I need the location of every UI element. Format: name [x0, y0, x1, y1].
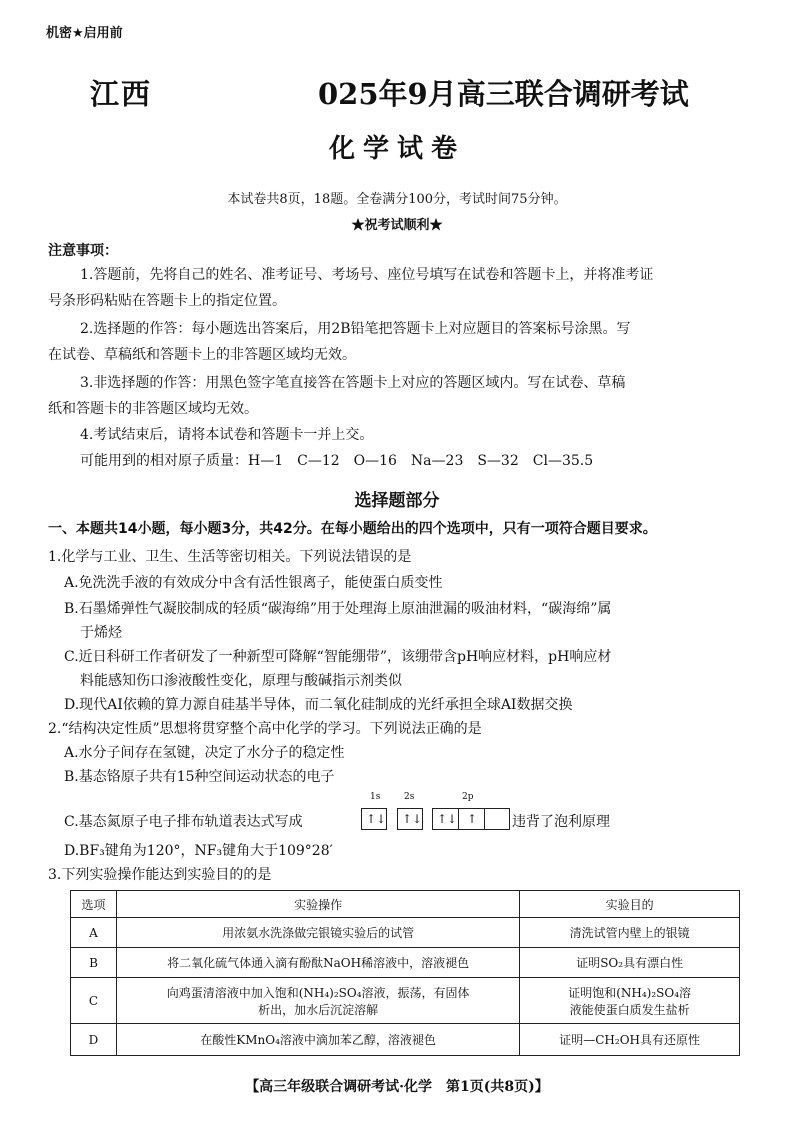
orbital-box-2s — [397, 808, 423, 830]
row-option: C — [71, 978, 117, 1024]
q1-option-d: D.现代AI依赖的算力源自硅基半导体，而二氧化硅制成的光纤承担全球AI数据交换 — [64, 697, 573, 713]
row-purpose: 证明SO₂具有漂白性 — [520, 948, 740, 978]
row-operation-line: 析出，加水后沉淀溶解 — [258, 1002, 379, 1017]
page-footer: 【高三年级联合调研考试·化学 第1页(共8页)】 — [245, 1079, 549, 1095]
atomic-masses: 可能用到的相对原子质量：H—1 C—12 O—16 Na—23 S—32 Cl—35.5 — [80, 453, 594, 469]
row-operation: 用浓氨水洗涤做完银镜实验后的试管 — [116, 918, 519, 948]
section-instruction: 一、本题共14小题，每小题3分，共42分。在每小题给出的四个选项中，只有一项符合题目要求。 — [48, 521, 657, 537]
q2-option-b: B.基态铬原子共有15种空间运动状态的电子 — [64, 769, 335, 785]
row-option: D — [71, 1024, 117, 1056]
row-purpose: 证明—CH₂OH具有还原性 — [520, 1024, 740, 1056]
table-row — [71, 978, 740, 1024]
row-operation: 将二氧化硫气体通入滴有酚酞NaOH稀溶液中，溶液褪色 — [116, 948, 519, 978]
row-operation: 在酸性KMnO₄溶液中滴加苯乙醇，溶液褪色 — [116, 1024, 519, 1056]
q1-option-b: B.石墨烯弹性气凝胶制成的轻质“碳海绵”用于处理海上原油泄漏的吸油材料，“碳海绵”属 — [64, 601, 612, 617]
note-3-cont: 纸和答题卡的非答题区域均无效。 — [48, 401, 258, 417]
q2-option-c: C.基态氮原子电子排布轨道表达式写成 — [64, 814, 303, 830]
exam-title: 025年9月高三联合调研考试 — [318, 77, 689, 111]
orbital-divider — [458, 809, 459, 829]
electron-pair-arrows: ↑↓ — [437, 812, 458, 826]
note-2: 2.选择题的作答：每小题选出答案后，用2B铅笔把答题卡上对应题目的答案标号涂黑。写 — [80, 321, 631, 337]
electron-single-arrow: ↑ — [467, 812, 478, 826]
header-option: 选项 — [71, 891, 117, 918]
table-row — [71, 918, 740, 948]
row-operation-line: 向鸡蛋清溶液中加入饱和(NH₄)₂SO₄溶液，振荡，有固体 — [166, 985, 470, 1000]
section-title: 选择题部分 — [354, 491, 440, 511]
table-header-row — [71, 891, 740, 918]
q1-option-a: A.免洗洗手液的有效成分中含有活性银离子，能使蛋白质变性 — [64, 575, 443, 591]
header-purpose: 实验目的 — [520, 891, 740, 918]
orbital-label-2s: 2s — [404, 792, 415, 802]
q2-stem: 2.“结构决定性质”思想将贯穿整个高中化学的学习。下列说法正确的是 — [48, 721, 482, 737]
orbital-label-2p: 2p — [462, 792, 474, 802]
experiment-table — [70, 890, 740, 1056]
note-1: 1.答题前，先将自己的姓名、准考证号、考场号、座位号填写在试卷和答题卡上，并将准考证 — [80, 267, 654, 283]
note-1-cont: 号条形码粘贴在答题卡上的指定位置。 — [48, 293, 286, 309]
row-purpose-line: 证明饱和(NH₄)₂SO₄溶 — [568, 985, 692, 1000]
electron-pair-arrows: ↑↓ — [366, 812, 387, 826]
orbital-divider — [484, 809, 485, 829]
q1-option-c-cont: 料能感知伤口渗液酸性变化，原理与酸碱指示剂类似 — [80, 673, 402, 689]
table-row — [71, 1024, 740, 1056]
exam-info: 本试卷共8页，18题。全卷满分100分，考试时间75分钟。 — [227, 192, 567, 207]
header-operation: 实验操作 — [116, 891, 519, 918]
q2-option-c-tail: 违背了泡利原理 — [512, 814, 610, 830]
q1-stem: 1.化学与工业、卫生、生活等密切相关。下列说法错误的是 — [48, 549, 412, 565]
row-option: A — [71, 918, 117, 948]
blessing: ★祝考试顺利★ — [351, 218, 443, 233]
q2-option-a: A.水分子间存在氢键，决定了水分子的稳定性 — [64, 745, 345, 761]
note-4: 4.考试结束后，请将本试卷和答题卡一并上交。 — [80, 427, 374, 443]
electron-pair-arrows: ↑↓ — [402, 812, 423, 826]
table-row — [71, 948, 740, 978]
exam-title-region: 江西 — [90, 77, 153, 111]
row-purpose — [520, 978, 740, 1024]
confidential-label: 机密★启用前 — [46, 26, 123, 41]
q3-stem: 3.下列实验操作能达到实验目的的是 — [48, 867, 272, 883]
q1-option-c: C.近日科研工作者研发了一种新型可降解“智能绷带”，该绷带含pH响应材料，pH响应材 — [64, 649, 612, 665]
note-3: 3.非选择题的作答：用黑色签字笔直接答在答题卡上对应的答题区域内。写在试卷、草稿 — [80, 375, 626, 391]
notes-heading: 注意事项： — [48, 243, 118, 259]
q2-option-d: D.BF₃键角为120°，NF₃键角大于109°28′ — [64, 843, 333, 859]
row-purpose: 清洗试管内壁上的银镜 — [520, 918, 740, 948]
q1-option-b-cont: 于烯烃 — [80, 625, 122, 641]
orbital-box-1s — [361, 808, 387, 830]
note-2-cont: 在试卷、草稿纸和答题卡上的非答题区域均无效。 — [48, 347, 356, 363]
row-option: B — [71, 948, 117, 978]
row-purpose-line: 液能使蛋白质发生盐析 — [569, 1002, 690, 1017]
orbital-label-1s: 1s — [370, 792, 381, 802]
row-operation — [116, 978, 519, 1024]
orbital-box-2p — [432, 808, 510, 830]
subject-title: 化学试卷 — [328, 134, 465, 164]
